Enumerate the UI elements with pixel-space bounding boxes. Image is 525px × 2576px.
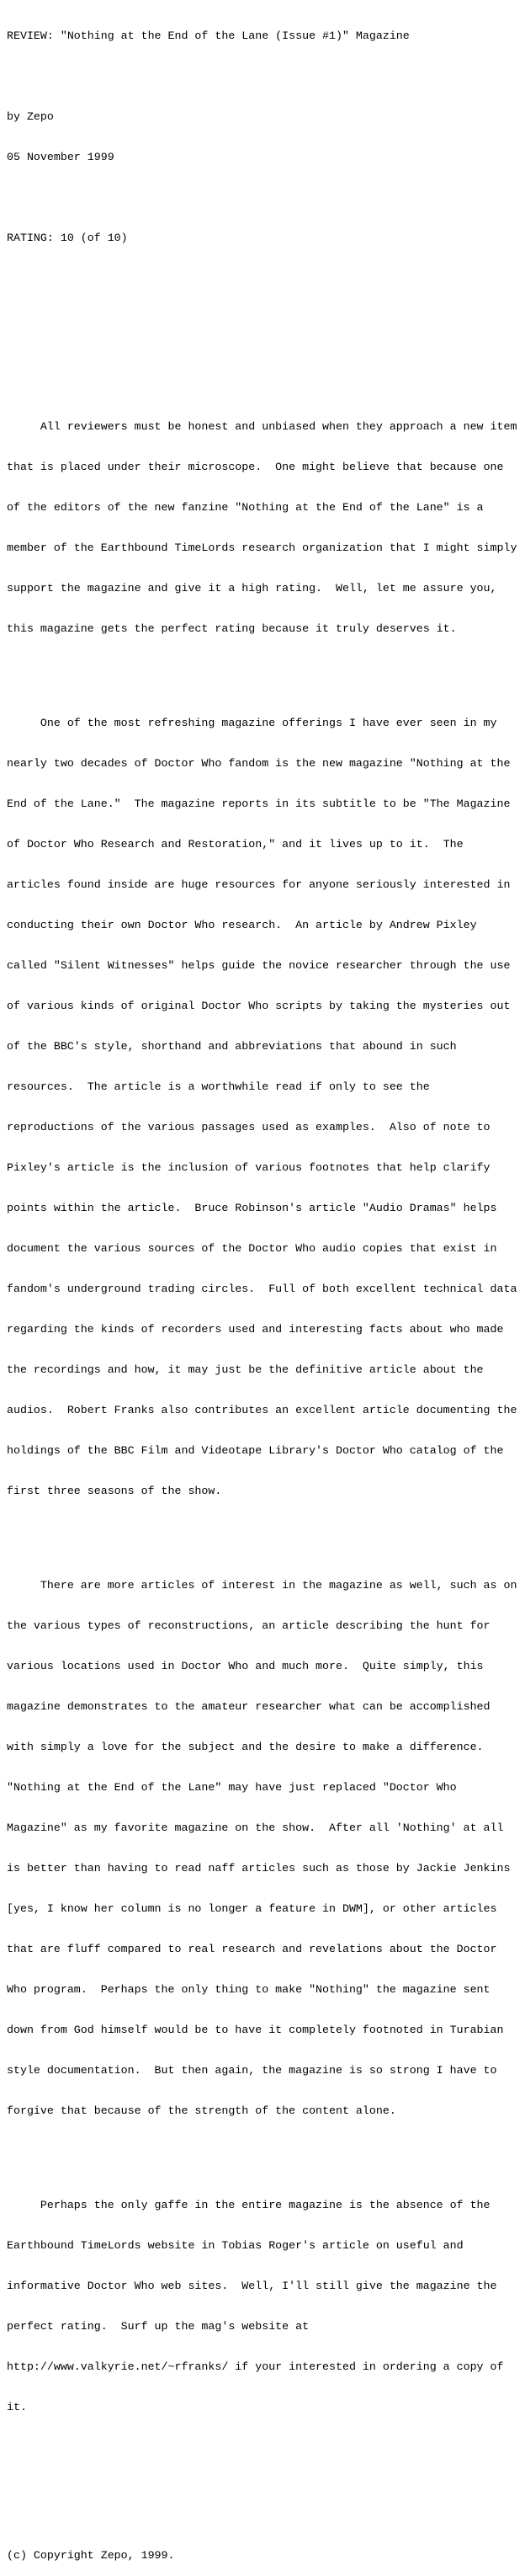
spacer: [7, 2509, 522, 2522]
body-line: of Doctor Who Research and Restoration," and it lives up to it. The: [7, 838, 464, 851]
body-line: that are fluff compared to real research and revelations about the Doctor: [7, 1943, 497, 1955]
body-line: resources. The article is a worthwhile read if only to see the: [7, 1080, 430, 1093]
body-line: regarding the kinds of recorders used and interesting facts about who made: [7, 1323, 504, 1336]
body-line: informative Doctor Who web sites. Well, I'll still give the magazine the: [7, 2280, 497, 2292]
body-line: the recordings and how, it may just be the definitive article about the: [7, 1363, 484, 1376]
body-line: articles found inside are huge resources for anyone seriously interested in: [7, 878, 511, 891]
body-line: Earthbound TimeLords website in Tobias Roger's article on useful and: [7, 2239, 464, 2252]
review-body: [7, 366, 522, 2468]
paragraph-4: [7, 2172, 522, 2441]
body-line: End of the Lane." The magazine reports in its subtitle to be "The Magazine: [7, 797, 511, 810]
body-line: audios. Robert Franks also contributes an excellent article documenting the: [7, 1404, 517, 1416]
body-line: style documentation. But then again, the magazine is so strong I have to: [7, 2064, 497, 2077]
spacer: [7, 312, 522, 326]
body-line: with simply a love for the subject and the desire to make a difference.: [7, 1741, 484, 1753]
review-rating: RATING: 10 (of 10): [7, 232, 128, 244]
spacer: [7, 191, 522, 205]
body-line: conducting their own Doctor Who research. An article by Andrew Pixley: [7, 919, 477, 931]
body-line: [yes, I know her column is no longer a feature in DWM], or other articles: [7, 1902, 497, 1915]
body-line: reproductions of the various passages used as examples. Also of note to: [7, 1121, 491, 1133]
body-line: is better than having to read naff articles such as those by Jackie Jenkins: [7, 1862, 511, 1875]
body-line: Who program. Perhaps the only thing to make "Nothing" the magazine sent: [7, 1983, 491, 1996]
copyright-notice: (c) Copyright Zepo, 1999.: [7, 2549, 175, 2562]
body-line: the various types of reconstructions, an article describing the hunt for: [7, 1619, 491, 1632]
body-line: of various kinds of original Doctor Who scripts by taking the mysteries out: [7, 1000, 511, 1012]
body-line: holdings of the BBC Film and Videotape Library's Doctor Who catalog of the: [7, 1444, 504, 1457]
body-line: All reviewers must be honest and unbiased when they approach a new item: [7, 420, 517, 433]
body-line: that is placed under their microscope. One might believe that because one: [7, 461, 504, 473]
body-line: Perhaps the only gaffe in the entire magazine is the absence of the: [7, 2199, 491, 2211]
body-line: One of the most refreshing magazine offerings I have ever seen in my: [7, 717, 497, 729]
paragraph-2: [7, 690, 522, 1525]
body-line: various locations used in Doctor Who and much more. Quite simply, this: [7, 1660, 484, 1672]
body-line: fandom's underground trading circles. Full of both excellent technical data: [7, 1283, 517, 1295]
review-date: 05 November 1999: [7, 151, 114, 163]
body-line: perfect rating. Surf up the mag's website at: [7, 2320, 310, 2333]
body-line: "Nothing at the End of the Lane" may have just replaced "Doctor Who: [7, 1781, 457, 1794]
body-line: down from God himself would be to have it completely footnoted in Turabian: [7, 2024, 504, 2036]
body-line: first three seasons of the show.: [7, 1485, 222, 1497]
spacer: [7, 70, 522, 83]
website-url-line: http://www.valkyrie.net/~rfranks/ if your interested in ordering a copy of: [7, 2360, 504, 2373]
review-document: [7, 3, 522, 2576]
body-line: support the magazine and give it a high rating. Well, let me assure you,: [7, 582, 497, 595]
body-line: of the BBC's style, shorthand and abbreviations that abound in such: [7, 1040, 457, 1053]
body-line: Pixley's article is the inclusion of various footnotes that help clarify: [7, 1161, 491, 1174]
body-line: member of the Earthbound TimeLords research organization that I might simply: [7, 541, 517, 554]
body-line: it.: [7, 2401, 27, 2413]
body-line: document the various sources of the Doctor Who audio copies that exist in: [7, 1242, 497, 1255]
author-byline: by Zepo: [7, 110, 54, 123]
body-line: There are more articles of interest in the magazine as well, such as on: [7, 1579, 517, 1592]
body-line: called "Silent Witnesses" helps guide the novice researcher through the use: [7, 959, 511, 972]
body-line: nearly two decades of Doctor Who fandom is the new magazine "Nothing at the: [7, 757, 511, 770]
spacer: [7, 272, 522, 285]
body-line: this magazine gets the perfect rating because it truly deserves it.: [7, 622, 457, 635]
body-line: of the editors of the new fanzine "Nothing at the End of the Lane" is a: [7, 501, 484, 514]
body-line: magazine demonstrates to the amateur researcher what can be accomplished: [7, 1700, 491, 1713]
body-line: Magazine" as my favorite magazine on the show. After all 'Nothing' at all: [7, 1821, 504, 1834]
body-line: forgive that because of the strength of the content alone.: [7, 2104, 396, 2117]
paragraph-3: [7, 1552, 522, 2145]
paragraph-1: [7, 393, 522, 663]
review-title: REVIEW: "Nothing at the End of the Lane (Issue #1)" Magazine: [7, 29, 410, 42]
body-line: points within the article. Bruce Robinson's article "Audio Dramas" helps: [7, 1202, 497, 1214]
